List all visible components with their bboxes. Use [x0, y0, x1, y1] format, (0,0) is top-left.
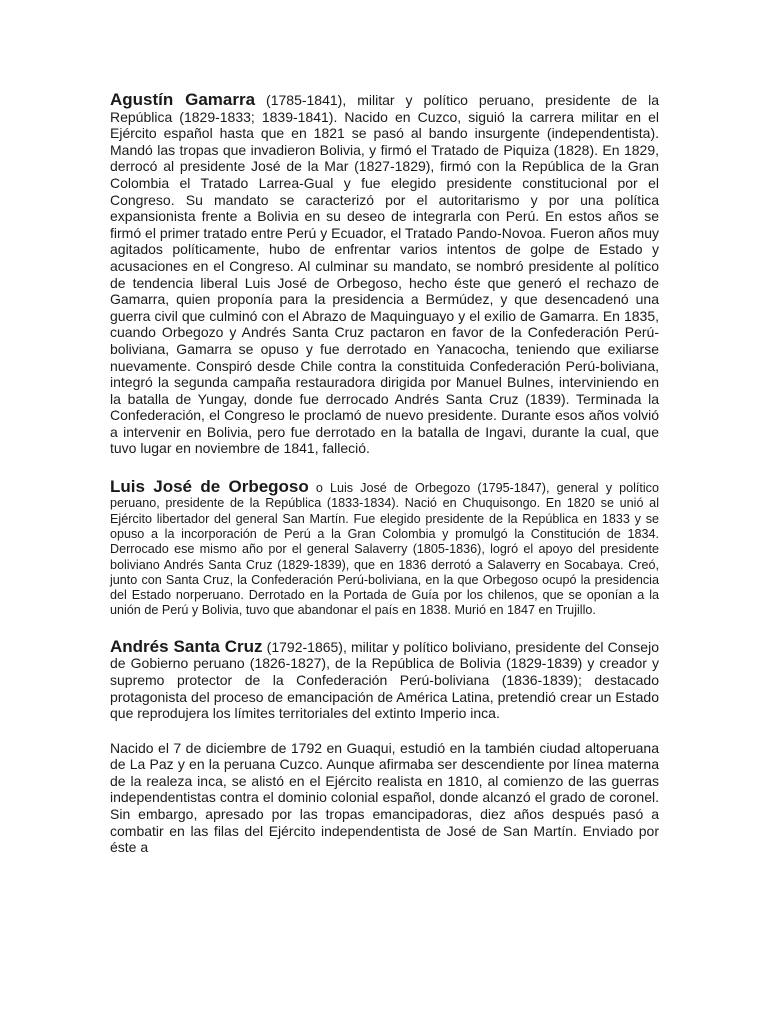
connector-word: o	[308, 481, 323, 496]
paragraph-text-orbegoso: Luis José de Orbegozo (1795-1847), general y político peruano, presidente de la República (1833-1834). Nació en Chuquisongo. En 1820 se unió al Ejército libertador del general San Martín. Fue elegido presidente de la República en 1833 y se opuso a la incorporación de Perú a la Gran Colombia y promulgó la Constitución de 1834. Derrocado ese mismo año por el general Salaverry (1805-1836), logró el apoyo del presidente boliviano Andrés Santa Cruz (1829-1839), que en 1836 derrotó a Salaverry en Socabaya. Creó, junto con Santa Cruz, la Confederación Perú-boliviana, en la que Orbegoso ocupó la presidencia del Estado norperuano. Derrotado en la Portada de Guía por los chilenos, que se oponían a la unión de Perú y Bolivia, tuvo que abandonar el país en 1838. Murió en 1847 en Trujillo.	[110, 481, 659, 618]
heading-name-gamarra: Agustín Gamarra	[110, 90, 256, 109]
paragraph-text-gamarra: (1785-1841), militar y político peruano, presidente de la República (1829-1833; 1839-1841). Nacido en Cuzco, siguió la carrera militar en el Ejército español hasta que en 1821 se pasó al bando insurgente (independentista). Mandó las tropas que invadieron Bolivia, y firmó el Tratado de Piquiza (1828). En 1829, derrocó al presidente José de la Mar (1827-1829), firmó con la República de la Gran Colombia el Tratado Larrea-Gual y fue elegido presidente constitucional por el Congreso. Su mandato se caracterizó por el autoritarismo y por una política expansionista frente a Bolivia en su deseo de integrarla con Perú. En estos años se firmó el primer tratado entre Perú y Ecuador, el Tratado Pando-Novoa. Fueron años muy agitados políticamente, hubo de enfrentar varios intentos de golpe de Estado y acusaciones en el Congreso. Al culminar su mandato, se nombró presidente al político de tendencia liberal Luis José de Orbegoso, hecho éste que generó el rechazo de Gamarra, quien proponía para la presidencia a Bermúdez, y que desencadenó una guerra civil que culminó con el Abrazo de Maquinguayo y el exilio de Gamarra. En 1835, cuando Orbegozo y Andrés Santa Cruz pactaron en favor de la Confederación Perú-boliviana, Gamarra se opuso y fue derrotado en Yanacocha, teniendo que exiliarse nuevamente. Conspiró desde Chile contra la constituida Confederación Perú-boliviana, integró la segunda campaña restauradora dirigida por Manuel Bulnes, interviniendo en la batalla de Yungay, donde fue derrocado Andrés Santa Cruz (1839). Terminada la Confederación, el Congreso le proclamó de nuevo presidente. Durante esos años volvió a intervenir en Bolivia, pero fue derrotado en la batalla de Ingavi, durante la cual, que tuvo lugar en noviembre de 1841, falleció.	[110, 92, 659, 457]
document-page	[110, 92, 659, 856]
heading-name-santa-cruz: Andrés Santa Cruz	[110, 636, 263, 656]
paragraph-text-biography: Nacido el 7 de diciembre de 1792 en Guaqui, estudió en la también ciudad altoperuana de La Paz y en la peruana Cuzco. Aunque afirmaba ser descendiente por línea materna de la realeza inca, se alistó en el Ejército realista en 1810, al comienzo de las guerras independentistas contra el dominio colonial español, donde alcanzó el grado de coronel. Sin embargo, apresado por las tropas emancipadoras, diez años después pasó a combatir en las filas del Ejército independentista de José de San Martín. Enviado por éste a	[110, 739, 659, 856]
heading-name-orbegoso: Luis José de Orbegoso	[110, 477, 309, 497]
paragraph-gamarra	[110, 92, 659, 457]
paragraph-text-santa-cruz: (1792-1865), militar y político boliviano, presidente del Consejo de Gobierno peruano (1826-1827), de la República de Bolivia (1829-1839) y creador y supremo protector de la Confederación Perú-boliviana (1836-1839); destacado protagonista del proceso de emancipación de América Latina, pretendió crear un Estado que reprodujera los límites territoriales del extinto Imperio inca.	[110, 638, 659, 722]
paragraph-santa-cruz-biography	[110, 740, 659, 856]
paragraph-orbegoso	[110, 479, 659, 619]
paragraph-santa-cruz	[110, 636, 659, 722]
